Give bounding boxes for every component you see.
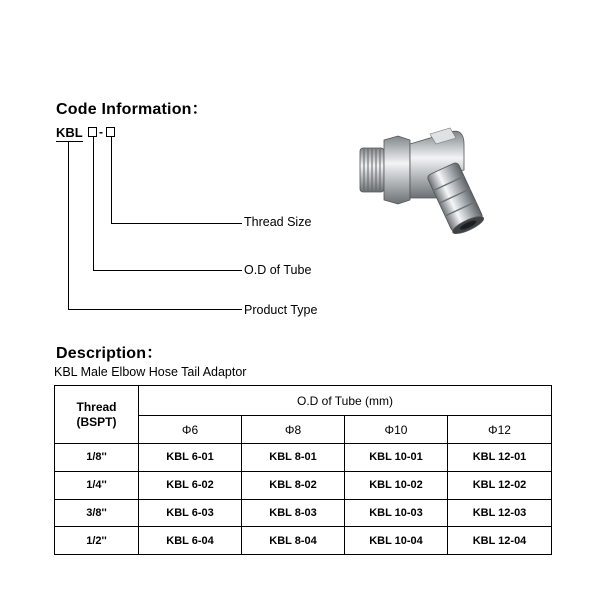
thread-cell: 1/4'' xyxy=(55,471,139,499)
column-header: Φ6 xyxy=(139,416,242,444)
table-row xyxy=(55,471,552,499)
description-title: Description： xyxy=(56,345,163,362)
table-cell: KBL 12-02 xyxy=(448,471,552,499)
code-prefix: KBL xyxy=(56,125,83,140)
column-header: Φ12 xyxy=(448,416,552,444)
od-tube-box xyxy=(88,127,97,137)
table-cell: KBL 10-01 xyxy=(345,444,448,472)
table-row xyxy=(55,499,552,527)
product-type-label: Product Type xyxy=(244,303,318,317)
table-row xyxy=(55,527,552,555)
table-cell: KBL 8-04 xyxy=(242,527,345,555)
code-information-title: Code Information： xyxy=(56,101,208,118)
table-cell: KBL 6-03 xyxy=(139,499,242,527)
thread-cell: 3/8'' xyxy=(55,499,139,527)
thread-header-line1: Thread xyxy=(76,399,117,414)
table-cell: KBL 10-04 xyxy=(345,527,448,555)
thread-header xyxy=(55,386,139,444)
table-cell: KBL 12-04 xyxy=(448,527,552,555)
thread-size-connector xyxy=(111,137,112,224)
thread-size-box xyxy=(106,127,115,137)
table-cell: KBL 8-03 xyxy=(242,499,345,527)
table-row xyxy=(55,444,552,472)
table-cell: KBL 6-04 xyxy=(139,527,242,555)
product-type-connector xyxy=(68,142,69,310)
od-tube-leader xyxy=(93,270,242,271)
table-cell: KBL 10-03 xyxy=(345,499,448,527)
thread-cell: 1/2'' xyxy=(55,527,139,555)
thread-end xyxy=(360,148,384,192)
spec-table xyxy=(54,385,552,555)
product-type-leader xyxy=(68,309,242,310)
table-cell: KBL 12-03 xyxy=(448,499,552,527)
od-tube-label: O.D of Tube xyxy=(244,263,312,277)
thread-size-leader xyxy=(111,223,242,224)
table-cell: KBL 12-01 xyxy=(448,444,552,472)
table-cell: KBL 8-02 xyxy=(242,471,345,499)
thread-size-label: Thread Size xyxy=(244,215,312,229)
table-cell: KBL 6-01 xyxy=(139,444,242,472)
table-cell: KBL 10-02 xyxy=(345,471,448,499)
column-header: Φ8 xyxy=(242,416,345,444)
table-cell: KBL 6-02 xyxy=(139,471,242,499)
od-tube-connector xyxy=(93,137,94,271)
table-cell: KBL 8-01 xyxy=(242,444,345,472)
description-subtitle: KBL Male Elbow Hose Tail Adaptor xyxy=(54,365,247,379)
code-dash: - xyxy=(99,125,103,139)
column-header: Φ10 xyxy=(345,416,448,444)
thread-cell: 1/8'' xyxy=(55,444,139,472)
thread-header-line2: (BSPT) xyxy=(76,414,117,429)
od-tube-header: O.D of Tube (mm) xyxy=(139,386,552,416)
prefix-underline xyxy=(56,141,83,142)
elbow-fitting-image xyxy=(352,110,512,240)
